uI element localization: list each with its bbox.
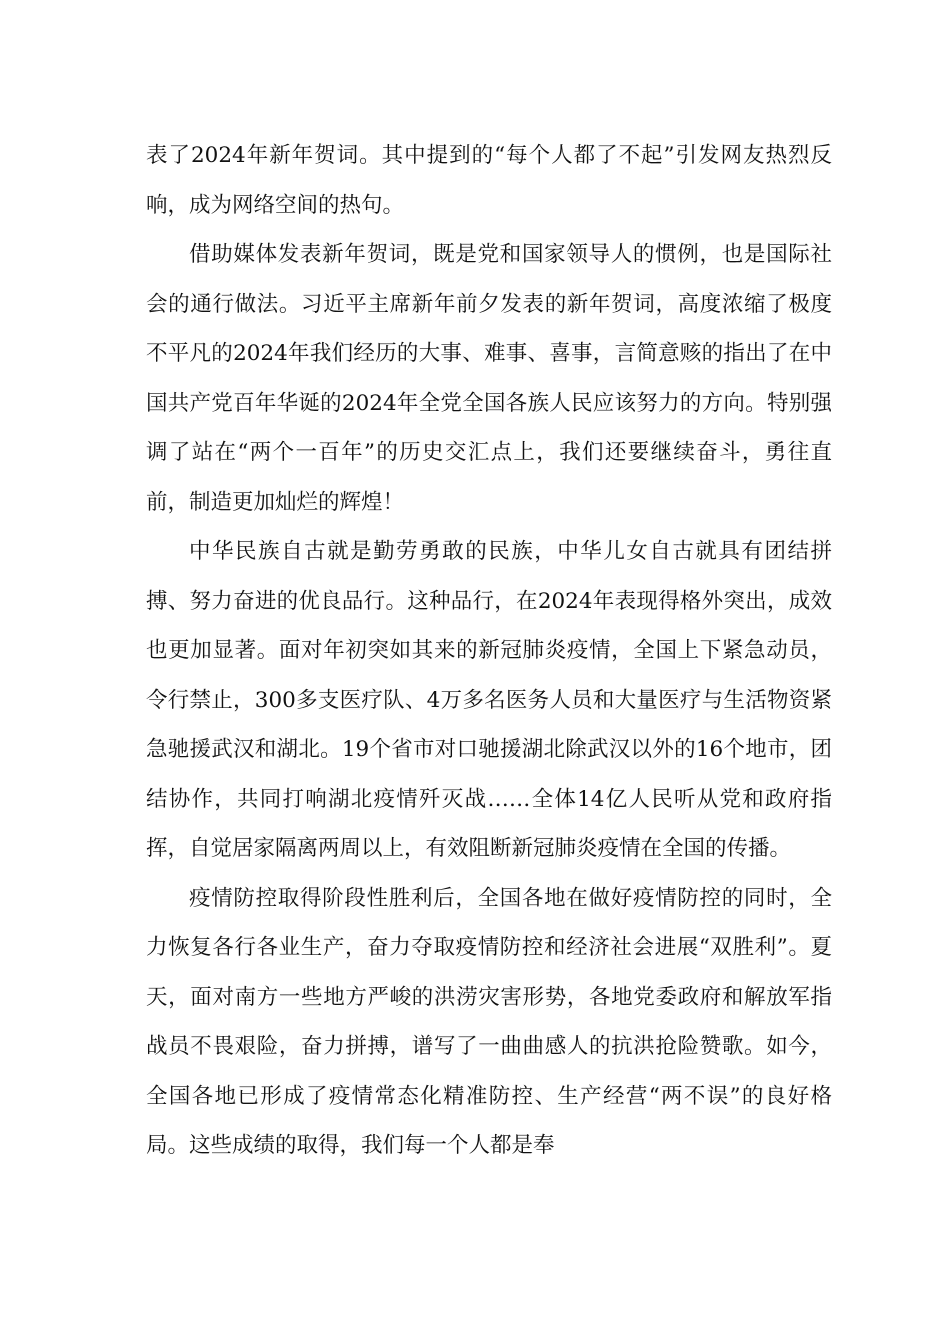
paragraph-national-character: 中华民族自古就是勤劳勇敢的民族，中华儿女自古就具有团结拼搏、努力奋进的优良品行。这种品行，在2024年表现得格外突出，成效也更加显著。面对年初突如其来的新冠肺炎疫情，全国上下紧急动员，令行禁止，300多支医疗队、4万多名医务人员和大量医疗与生活物资紧急驰援武汉和湖北。19个省市对口驰援湖北除武汉以外的16个地市，团结协作，共同打响湖北疫情歼灭战……全体14亿人民听从党和政府指挥，自觉居家隔离两周以上，有效阻断新冠肺炎疫情在全国的传播。 — [146, 539, 832, 861]
paragraph-continued: 表了2024年新年贺词。其中提到的“每个人都了不起”引发网友热烈反响，成为网络空间的热句。 — [146, 143, 832, 218]
paragraph-recovery: 疫情防控取得阶段性胜利后，全国各地在做好疫情防控的同时，全力恢复各行各业生产，奋力夺取疫情防控和经济社会进展“双胜利”。夏天，面对南方一些地方严峻的洪涝灾害形势，各地党委政府和解放军指战员不畏艰险，奋力拼搏，谱写了一曲曲感人的抗洪抢险赞歌。如今，全国各地已形成了疫情常态化精准防控、生产经营“两不误”的良好格局。这些成绩的取得，我们每一个人都是奉 — [146, 885, 832, 1158]
paragraph-new-year-address: 借助媒体发表新年贺词，既是党和国家领导人的惯例，也是国际社会的通行做法。习近平主席新年前夕发表的新年贺词，高度浓缩了极度不平凡的2024年我们经历的大事、难事、喜事，言简意赅的指出了在中国共产党百年华诞的2024年全党全国各族人民应该努力的方向。特别强调了站在“两个一百年”的历史交汇点上，我们还要继续奋斗，勇往直前，制造更加灿烂的辉煌！ — [146, 242, 832, 515]
document-body — [146, 131, 832, 1171]
